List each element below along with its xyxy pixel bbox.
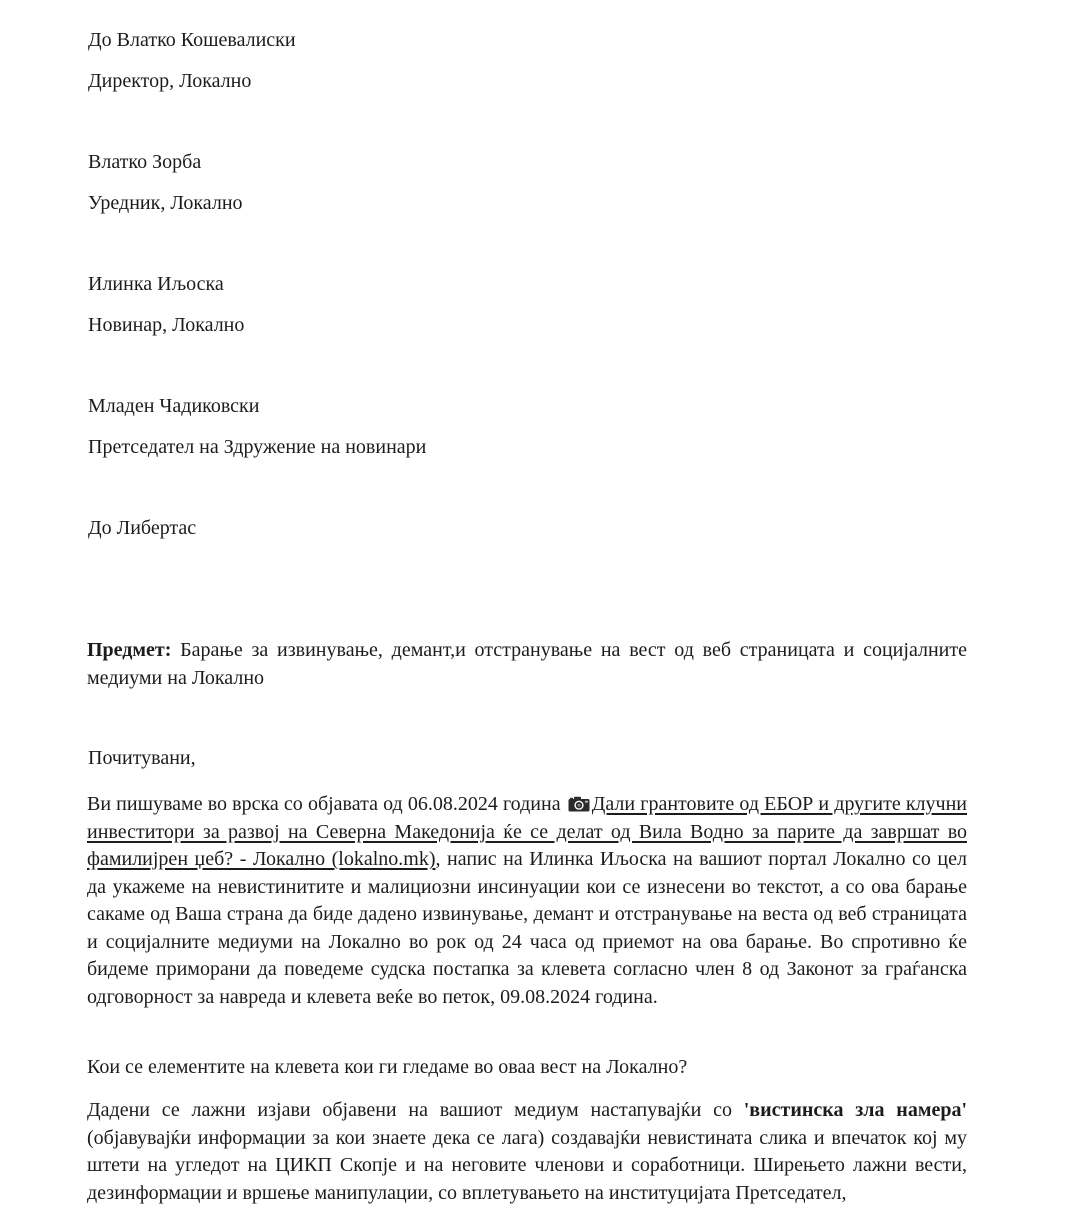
recipient-1-title: Директор, Локално [88, 70, 252, 92]
subject-line [87, 636, 967, 692]
recipient-libertas: До Либертас [88, 517, 197, 539]
recipient-2-title: Уредник, Локално [88, 192, 243, 214]
paragraph-1 [87, 791, 967, 1011]
paragraph-3 [87, 1097, 967, 1207]
paragraph-2: Кои се елементите на клевета кои ги гледаме во оваа вест на Локално? [87, 1056, 688, 1078]
subject-label: Предмет: [87, 639, 172, 661]
camera-icon [568, 793, 590, 809]
greeting: Почитувани, [88, 747, 196, 769]
paragraph-1-end: , напис на Илинка Иљоска на вашиот портал Локално со цел да укажеме на невистинитите и малициозни инсинуации кои се изнесени во текстот, а со ова барање сакаме од Ваша страна да биде дадено извинување, демант и отстранување на веста од веб страницата и социјалните медиуми на Локално во рок од 24 часа од приемот на ова барање. Во спротивно ќе бидеме приморани да поведеме судска постапка за клевета согласно член 8 од Законот за граѓанска одговорност за навреда и клевета веќе во петок, 09.08.2024 година. [87, 848, 967, 1008]
paragraph-3-bold: 'вистинска зла намера' [743, 1099, 968, 1121]
paragraph-3-end: (објавувајќи информации за кои знаете дека се лага) создавајќи невистината слика и впечаток кој му штети на угледот на ЦИКП Скопје и на неговите членови и соработници. Ширењето лажни вести, дезинформации и вршење манипулации, со вплетувањето на институцијата Претседател, [87, 1126, 967, 1204]
recipient-3-title: Новинар, Локално [88, 314, 245, 336]
recipient-4-name: Младен Чадиковски [88, 395, 260, 417]
paragraph-1-start: Ви пишуваме во врска со објавата од 06.08.2024 година [87, 793, 566, 815]
recipient-2-name: Влатко Зорба [88, 151, 202, 173]
article-link[interactable]: Дали грантовите од ЕБОР и другите клучни инвеститори за развој на Северна Македонија ќе се делат од Вила Водно за парите да завршат во фамилијрен џеб? - Локално (lokalno.mk) [87, 793, 968, 870]
recipient-3-name: Илинка Иљоска [88, 273, 224, 295]
subject-text: Барање за извинување, демант,и отстранување на вест од веб страницата и социјалните медиуми на Локално [87, 639, 967, 689]
recipient-4-title: Претседател на Здружение на новинари [88, 436, 427, 458]
recipient-1-name: До Влатко Кошевалиски [88, 29, 296, 51]
paragraph-3-start: Дадени се лажни изјави објавени на вашиот медиум настапувајќи со [87, 1099, 744, 1121]
